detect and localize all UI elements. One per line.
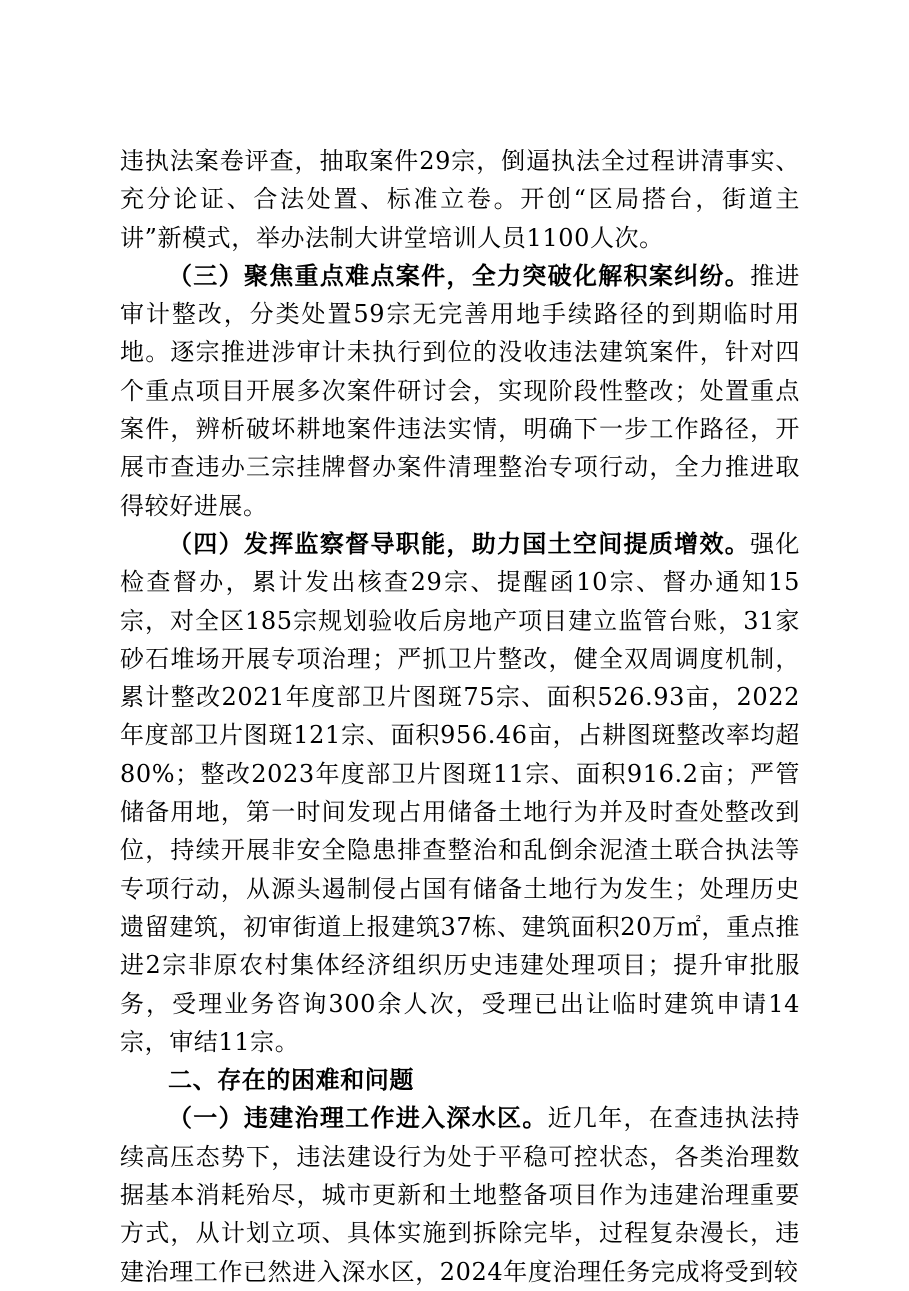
paragraph-text: 违执法案卷评查，抽取案件29宗，倒逼执法全过程讲清事实、充分论证、合法处置、标准立卷。开创“区局搭台，街道主讲”新模式，举办法制大讲堂培训人员1100人次。 bbox=[120, 147, 800, 252]
paragraph-text: 推进审计整改，分类处置59宗无完善用地手续路径的到期临时用地。逐宗推进涉审计未执行到位的没收违法建筑案件，针对四个重点项目开展多次案件研讨会，实现阶段性整改；处置重点案件，辨析破坏耕地案件违法实情，明确下一步工作路径，开展市查违办三宗挂牌督办案件清理整治专项行动，全力推进取得较好进展。 bbox=[120, 261, 800, 520]
paragraph-lead: （一）违建治理工作进入深水区。 bbox=[168, 1103, 548, 1133]
paragraph-text: 强化检查督办，累计发出核查29宗、提醒函10宗、督办通知15宗，对全区185宗规划验收后房地产项目建立监管台账，31家砂石堆场开展专项治理；严抓卫片整改，健全双周调度机制，累计整改2021年度部卫片图斑75宗、面积526.93亩，2022年度部卫片图斑121宗、面积956.46亩，占耕图斑整改率均超80%；整改2023年度部卫片图斑11宗、面积916.2亩；严管储备用地，第一时间发现占用储备土地行为并及时查处整改到位，持续开展非安全隐患排查整治和乱倒余泥渣土联合执法等专项行动，从源头遏制侵占国有储备土地行为发生；处理历史遗留建筑，初审街道上报建筑37栋、建筑面积20万㎡，重点推进2宗非原农村集体经济组织历史违建处理项目；提升审批服务，受理业务咨询300余人次，受理已出让临时建筑申请14宗，审结11宗。 bbox=[120, 529, 800, 1056]
paragraph-enforcement-review bbox=[120, 142, 800, 257]
section-heading: 二、存在的困难和问题 bbox=[168, 1066, 414, 1095]
paragraph-key-cases bbox=[120, 257, 800, 525]
document-page bbox=[120, 142, 800, 1291]
paragraph-deep-water bbox=[120, 1099, 800, 1290]
paragraph-lead: （四）发挥监察督导职能，助力国土空间提质增效。 bbox=[168, 528, 751, 558]
paragraph-lead: （三）聚焦重点难点案件，全力突破化解积案纠纷。 bbox=[168, 260, 751, 290]
paragraph-text: 近几年，在查违执法持续高压态势下，违法建设行为处于平稳可控状态，各类治理数据基本消耗殆尽，城市更新和土地整备项目作为违建治理重要方式，从计划立项、具体实施到拆除完毕，过程复杂漫长，违建治理工作已然进入深水区，2024年度治理任务完成将受到较 bbox=[120, 1104, 800, 1286]
paragraph-supervision bbox=[120, 525, 800, 1061]
